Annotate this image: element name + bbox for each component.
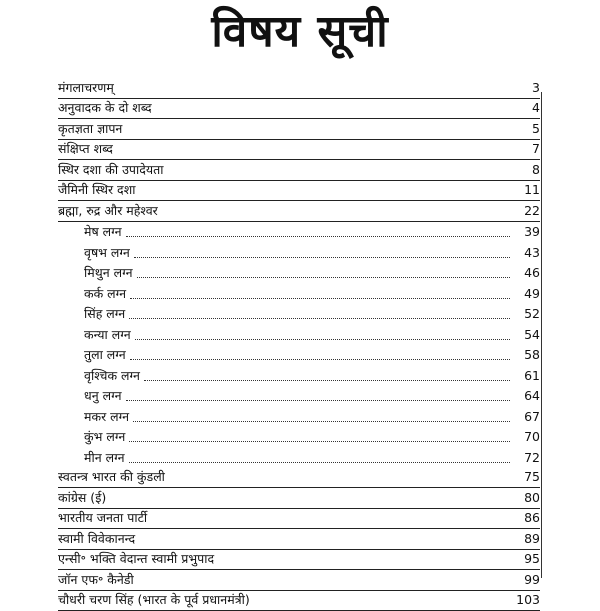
toc-subentry [58,242,540,263]
toc-subentry [58,447,540,468]
toc-page-number: 52 [514,306,540,322]
toc-subentry [58,427,540,448]
toc-entry-label: कुंभ लग्न [84,429,127,445]
toc-entry-label: स्थिर दशा की उपादेयता [58,162,166,178]
toc-subentry [58,283,540,304]
toc-entry [58,201,540,222]
toc-entry [58,591,540,611]
dot-leader [130,359,510,360]
toc-entry-label: कृतज्ञता ज्ञापन [58,121,124,137]
toc-page-number: 43 [514,245,540,261]
toc-subentry [58,406,540,427]
toc-entry-label: ब्रह्मा, रुद्र और महेश्वर [58,203,160,219]
toc-entry-label: एन्सी॰ भक्ति वेदान्त स्वामी प्रभुपाद [58,551,216,567]
toc-page-number: 4 [514,100,540,116]
dot-leader [130,298,510,299]
toc-entry [58,550,540,571]
toc-entry-label: कांग्रेस (ई) [58,490,108,506]
dot-leader [133,421,510,422]
dot-leader [129,318,510,319]
toc-entry [58,488,540,509]
toc-page-number: 8 [514,162,540,178]
toc-page-number: 86 [514,510,540,526]
toc-entry-label: जैमिनी स्थिर दशा [58,182,137,198]
toc-entry [58,181,540,202]
toc-entry [58,140,540,161]
toc-entry-label: स्वतन्त्र भारत की कुंडली [58,469,167,485]
toc-entry-label: कर्क लग्न [84,286,128,302]
toc-subentry [58,345,540,366]
toc-page-number: 80 [514,490,540,506]
toc-entry-label: वृश्चिक लग्न [84,368,142,384]
toc-entry-label: मंगलाचरणम् [58,80,116,96]
dot-leader [129,441,510,442]
table-of-contents [58,78,540,611]
toc-page-number: 89 [514,531,540,547]
toc-entry-label: मिथुन लग्न [84,265,135,281]
toc-page-number: 5 [514,121,540,137]
toc-entry-label: मीन लग्न [84,450,127,466]
toc-page-number: 46 [514,265,540,281]
dot-leader [126,400,510,401]
toc-entry [58,529,540,550]
page-title: विषय सूची [0,2,600,62]
toc-page-number: 64 [514,388,540,404]
toc-entry [58,78,540,99]
dot-leader [144,380,510,381]
toc-subentry [58,365,540,386]
toc-page-number: 72 [514,450,540,466]
toc-entry-label: अनुवादक के दो शब्द [58,100,154,116]
toc-page-number: 11 [514,182,540,198]
toc-entry-label: जॉन एफ॰ कैनेडी [58,572,136,588]
toc-page-number: 7 [514,141,540,157]
toc-page-number: 75 [514,469,540,485]
toc-page-number: 49 [514,286,540,302]
toc-entry-label: कन्या लग्न [84,327,133,343]
toc-page-number: 22 [514,203,540,219]
toc-entry [58,119,540,140]
toc-entry-label: मेष लग्न [84,224,124,240]
toc-entry-label: मकर लग्न [84,409,131,425]
toc-subentry [58,222,540,243]
toc-entry-label: सिंह लग्न [84,306,127,322]
toc-subentry [58,386,540,407]
right-margin-rule [541,92,542,578]
toc-entry [58,570,540,591]
toc-page-number: 103 [514,592,540,608]
toc-entry [58,99,540,120]
toc-entry [58,160,540,181]
toc-entry-label: स्वामी विवेकानन्द [58,531,137,547]
toc-entry [58,468,540,489]
toc-page-number: 3 [514,80,540,96]
dot-leader [135,339,510,340]
toc-page-number: 54 [514,327,540,343]
dot-leader [137,277,510,278]
toc-page-number: 61 [514,368,540,384]
toc-page-number: 39 [514,224,540,240]
toc-entry-label: धनु लग्न [84,388,124,404]
dot-leader [134,257,510,258]
dot-leader [126,236,510,237]
toc-entry-label: तुला लग्न [84,347,128,363]
toc-page-number: 67 [514,409,540,425]
toc-page-number: 99 [514,572,540,588]
toc-entry [58,509,540,530]
toc-subentry [58,304,540,325]
dot-leader [129,462,510,463]
toc-subentry [58,324,540,345]
toc-page-number: 70 [514,429,540,445]
toc-entry-label: वृषभ लग्न [84,245,132,261]
toc-page-number: 58 [514,347,540,363]
toc-subentry [58,263,540,284]
toc-entry-label: भारतीय जनता पार्टी [58,510,149,526]
toc-page-number: 95 [514,551,540,567]
toc-entry-label: चौधरी चरण सिंह (भारत के पूर्व प्रधानमंत्री) [58,592,252,608]
toc-entry-label: संक्षिप्त शब्द [58,141,115,157]
